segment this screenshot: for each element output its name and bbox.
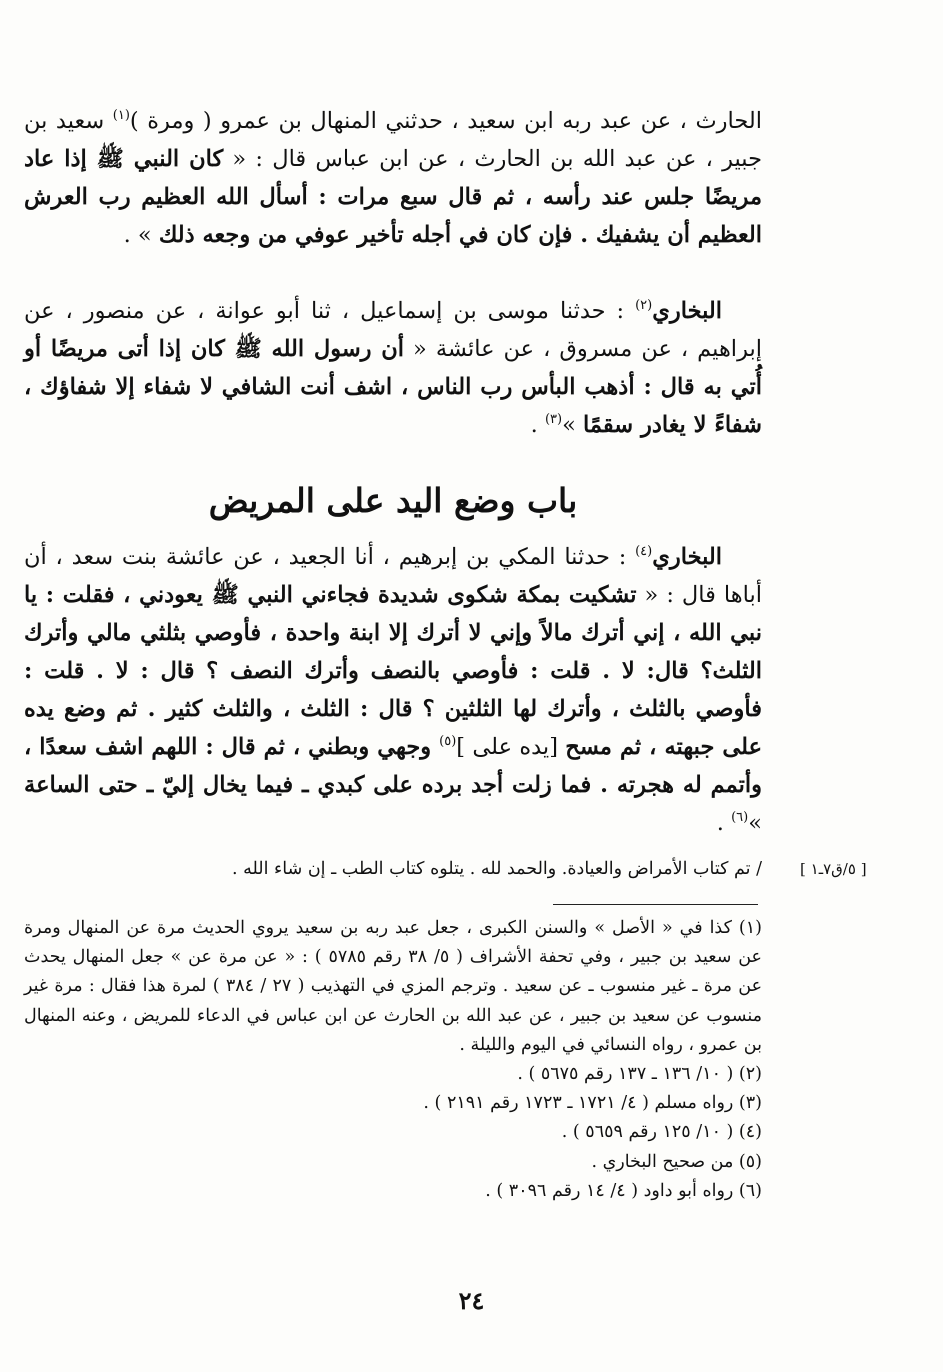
footnote-3: (٣) رواه مسلم ( ٤/ ١٧٢١ ـ ١٧٢٣ رقم ٢١٩١ ) . <box>423 1093 762 1114</box>
text-segment: الحارث ، عن عبد ربه ابن سعيد ، حدثني المنهال بن عمرو ( ومرة ) <box>129 108 762 134</box>
text-segment: . <box>716 810 732 836</box>
hadith-text-bold: أن رسول الله ﷺ كان إذا أتى مريضًا أو أُتي به قال : أذهب البأس رب الناس ، اشف أنت الشافي لا شفاء إلا شفاؤك ، شفاءً لا يغادر سقمًا <box>24 336 762 438</box>
text-segment: : حدثنا موسى بن إسماعيل ، ثنا أبو عوانة ، عن منصور ، عن إبراهيم ، عن مسروق ، عن عائشة « <box>24 298 762 362</box>
hadith-text-bold: وجهي وبطني ، ثم قال : اللهم اشف سعدًا ، وأتمم له هجرته . فما زلت أجد برده على كبدي ـ فيما يخال إليّ ـ حتى الساعة <box>24 734 762 798</box>
bracket-insertion: [يده على ] <box>456 734 566 760</box>
footnote-5: (٥) من صحيح البخاري . <box>591 1151 762 1172</box>
footnote-ref-1[interactable]: (١) <box>112 108 130 123</box>
source-label: البخاري <box>652 298 722 324</box>
footnote-6: (٦) رواه أبو داود ( ٤/ ١٤ رقم ٣٠٩٦ ) . <box>485 1180 762 1201</box>
text-segment: : حدثنا المكي بن إبرهيم ، أنا الجعيد ، عن عائشة بنت سعد ، أن أباها قال : « <box>24 544 762 608</box>
page-number: ٢٤ <box>458 1286 485 1315</box>
footnote-ref-3[interactable]: (٣) <box>544 412 563 427</box>
footnote-ref-4[interactable]: (٤) <box>635 544 653 559</box>
footnote-2: (٢) ( ١٠/ ١٣٦ ـ ١٣٧ رقم ٥٦٧٥ ) . <box>517 1064 762 1085</box>
paragraph-hadith-2 <box>24 292 762 444</box>
footnote-ref-2[interactable]: (٢) <box>635 298 653 313</box>
hadith-text-bold: تشكيت بمكة شكوى شديدة فجاءني النبي ﷺ يعودني ، فقلت : يا نبي الله ، إني أترك مالاً وإني لا أترك إلا ابنة واحدة ، فأوصي بثلثي مالي وأترك الثلث؟ قال: لا . قلت : فأوصي بالنصف وأترك النصف ؟ قال : لا . قلت : فأوصي بالثلث ، وأترك لها الثلثين ؟ قال : الثلث ، والثلث كثير . ثم وضع يده على جبهته ، ثم مسح <box>24 582 762 760</box>
footnotes-section <box>24 914 762 1206</box>
paragraph-hadith-1 <box>24 102 762 254</box>
footnote-ref-6[interactable]: (٦) <box>731 810 749 825</box>
text-segment: » <box>748 810 762 836</box>
footnote-4: (٤) ( ١٠/ ١٢٥ رقم ٥٦٥٩ ) . <box>561 1122 762 1143</box>
text-segment: » <box>562 412 584 438</box>
chapter-heading: باب وضع اليد على المريض <box>208 481 578 520</box>
paragraph-hadith-3 <box>24 538 762 842</box>
source-label: البخاري <box>652 544 722 570</box>
hadith-text-bold: كان النبي ﷺ إذا عاد مريضًا جلس عند رأسه ، ثم قال سبع مرات : أسأل الله العظيم رب العرش العظيم أن يشفيك . فإن كان في أجله تأخير عوفي من وجعه ذلك <box>24 146 762 248</box>
manuscript-margin-reference: [ ٥/ق٧ـ١ ] <box>800 860 867 878</box>
footnote-divider <box>553 904 758 905</box>
text-segment: سعيد بن جبير ، عن عبد الله بن الحارث ، عن ابن عباس قال : « <box>24 108 762 172</box>
text-segment: . <box>530 412 545 438</box>
footnote-1: (١) كذا في « الأصل » والسنن الكبرى ، جعل عبد ربه بن سعيد يروي الحديث مرة عن المنهال ومرة عن سعيد بن جبير ، وفي تحفة الأشراف ( ٥/ ٣٨ رقم ٥٧٨٥ ) : « عن مرة عن » جعل المنهال يحدث عن مرة ـ غير منسوب ـ عن سعيد . وترجم المزي في التهذيب ( ٢٧ / ٣٨٤ ) لمرة هذا فقال : مرة غير منسوب عن سعيد بن جبير ، عن عبد الله بن الحارث عن ابن عباس في الدعاء للمريض ، وعنه المنهال بن عمرو ، رواه النسائي في اليوم والليلة . <box>24 918 763 1055</box>
text-segment: » . <box>123 222 159 248</box>
footnote-ref-5[interactable]: (٥) <box>439 734 457 749</box>
book-end-note: / تم كتاب الأمراض والعيادة. والحمد لله . يتلوه كتاب الطب ـ إن شاء الله . <box>231 859 762 879</box>
